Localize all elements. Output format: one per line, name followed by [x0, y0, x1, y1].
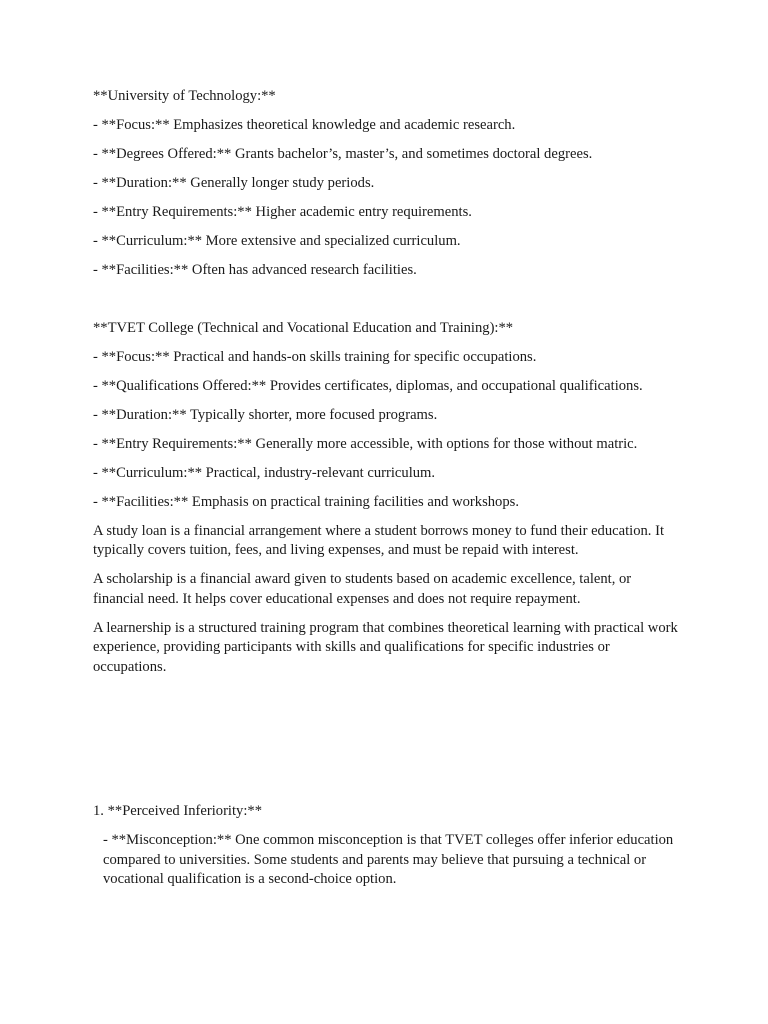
scholarship-paragraph: A scholarship is a financial award given to students based on academic excellence, talent, or financial need. It helps cover educational expenses and does not require repayment. — [93, 571, 632, 607]
university-item-focus: - **Focus:** Emphasizes theoretical knowledge and academic research. — [93, 117, 516, 133]
university-item-duration: - **Duration:** Generally longer study periods. — [93, 175, 375, 191]
tvet-item-entry: - **Entry Requirements:** Generally more accessible, with options for those without matric. — [93, 435, 638, 452]
tvet-item-focus: - **Focus:** Practical and hands-on skills training for specific occupations. — [93, 348, 537, 365]
document-page — [93, 87, 683, 890]
university-item-curriculum: - **Curriculum:** More extensive and specialized curriculum. — [93, 233, 461, 249]
tvet-item-duration: - **Duration:** Typically shorter, more focused programs. — [93, 406, 438, 423]
university-item-entry: - **Entry Requirements:** Higher academic entry requirements. — [93, 204, 472, 220]
tvet-item-qualifications: - **Qualifications Offered:** Provides certificates, diplomas, and occupational qualifications. — [93, 377, 643, 394]
tvet-heading: **TVET College (Technical and Vocational Education and Training):** — [93, 319, 514, 336]
misconception-text: - **Misconception:** One common misconception is that TVET colleges offer inferior education compared to universities. Some students and parents may believe that pursuing a technical or vocational qualification is a second-choice option. — [103, 832, 674, 887]
university-heading: **University of Technology:** — [93, 88, 276, 104]
tvet-item-curriculum: - **Curriculum:** Practical, industry-relevant curriculum. — [93, 464, 436, 481]
learnership-paragraph: A learnership is a structured training program that combines theoretical learning with practical work experience, providing participants with skills and qualifications for specific industries or occupations. — [93, 619, 678, 675]
university-item-degrees: - **Degrees Offered:** Grants bachelor’s, master’s, and sometimes doctoral degrees. — [93, 146, 593, 162]
university-item-facilities: - **Facilities:** Often has advanced research facilities. — [93, 262, 417, 278]
study-loan-paragraph: A study loan is a financial arrangement where a student borrows money to fund their education. It typically covers tuition, fees, and living expenses, and must be repaid with interest. — [93, 522, 665, 558]
misconception-heading: 1. **Perceived Inferiority:** — [93, 803, 262, 819]
tvet-item-facilities: - **Facilities:** Emphasis on practical training facilities and workshops. — [93, 493, 519, 510]
